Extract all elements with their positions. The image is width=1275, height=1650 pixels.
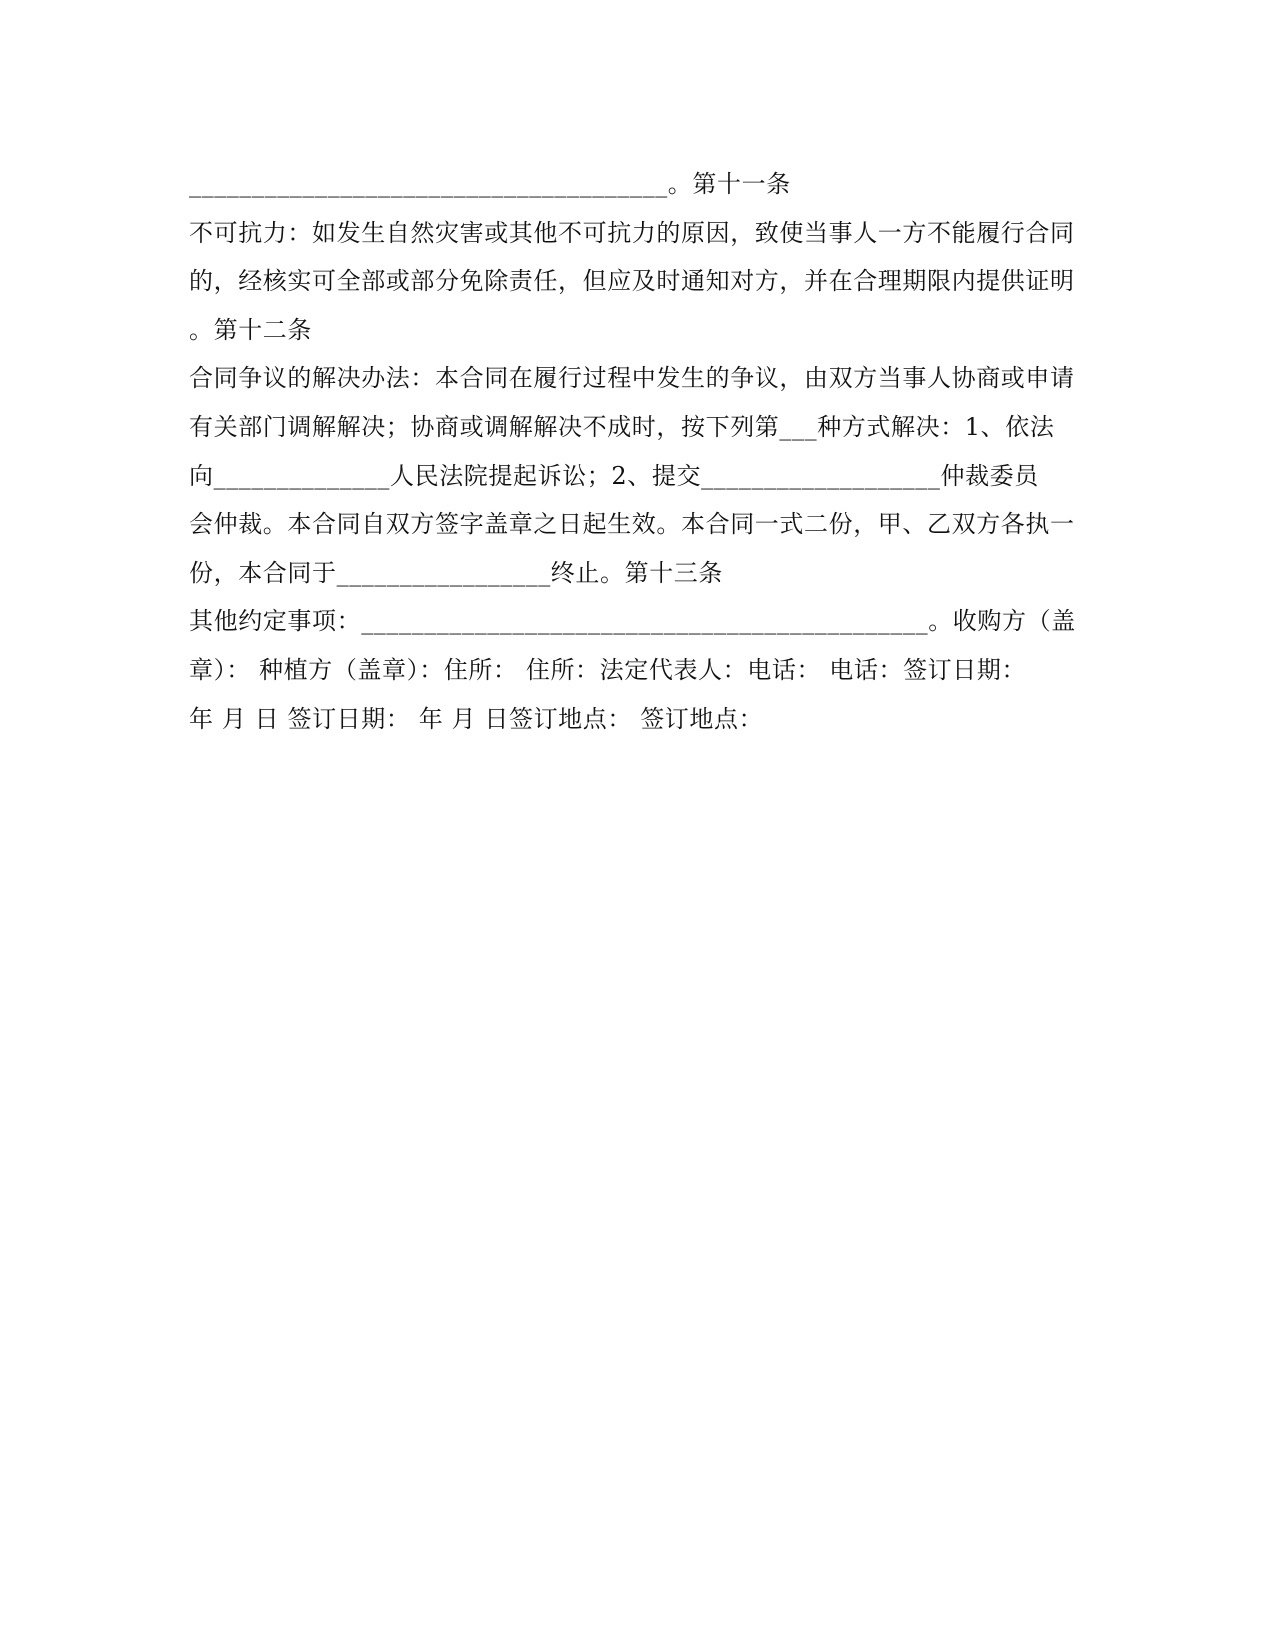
text-line-other-matters: 其他约定事项：_____________________________________________。收购方（盖 (189, 607, 1076, 636)
text-line-dispute-2: 有关部门调解解决；协商或调解解决不成时，按下列第___种方式解决：1、依法 (189, 412, 1055, 441)
contract-body (189, 160, 1099, 743)
text-line-article-11-end: ______________________________________。第十一条 (189, 170, 791, 198)
text-line-dates-places: 年 月 日 签订日期： 年 月 日签订地点： 签订地点： (189, 704, 764, 733)
text-line-dispute-3: 向______________人民法院提起诉讼；2、提交___________________仲裁委员 (189, 461, 1039, 490)
text-line-force-majeure-2: 的，经核实可全部或部分免除责任，但应及时通知对方，并在合理期限内提供证明 (189, 267, 1075, 296)
text-line-effective: 会仲裁。本合同自双方签字盖章之日起生效。本合同一式二份，甲、乙双方各执一 (189, 510, 1075, 539)
text-line-dispute-1: 合同争议的解决办法：本合同在履行过程中发生的争议，由双方当事人协商或申请 (189, 364, 1075, 393)
text-line-article-12: 。第十二条 (189, 315, 312, 344)
text-line-force-majeure-1: 不可抗力：如发生自然灾害或其他不可抗力的原因，致使当事人一方不能履行合同 (189, 218, 1075, 247)
text-line-signature-fields: 章）： 种植方（盖章）：住所： 住所：法定代表人：电话： 电话：签订日期： (189, 655, 1027, 684)
text-line-termination: 份，本合同于_________________终止。第十三条 (189, 558, 723, 587)
